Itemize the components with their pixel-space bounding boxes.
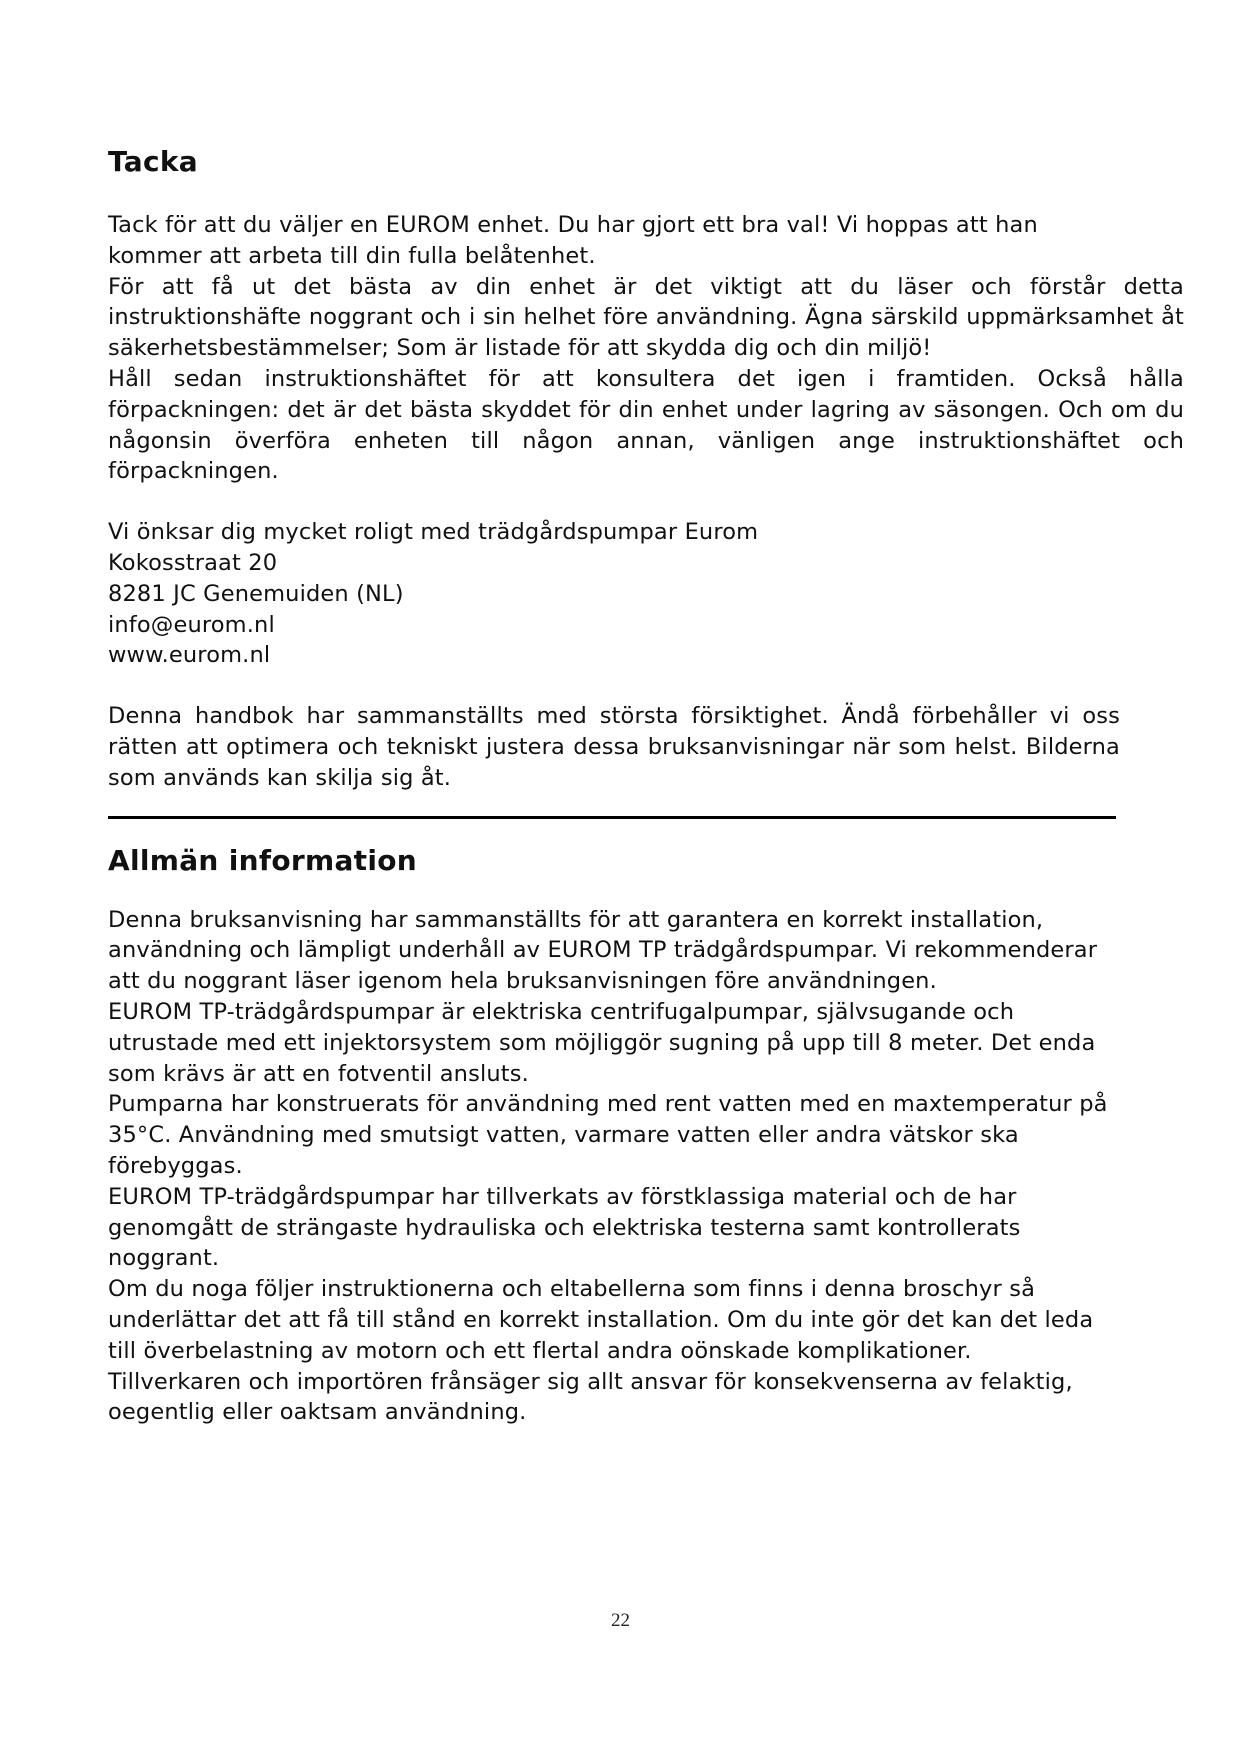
spacer — [108, 487, 1188, 517]
section-heading-thanks: Tacka — [108, 145, 198, 178]
contact-website: www.eurom.nl — [108, 642, 271, 669]
thanks-paragraph-1: Tack för att du väljer en EUROM enhet. Du har gjort ett bra val! Vi hoppas att han kommer att arbeta till din fulla belåtenhet. — [108, 212, 1038, 269]
general-paragraph-3: Pumparna har konstruerats för användning med rent vatten med en maxtemperatur på 35°C. Användning med smutsigt vatten, varmare vatten eller andra vätskor ska förebyggas. — [108, 1091, 1108, 1179]
general-paragraph-5: Om du noga följer instruktionerna och eltabellerna som finns i denna broschyr så underlättar det att få till stånd en korrekt installation. Om du inte gör det kan det leda till överbelastning av motorn och ett flertal andra oönskade komplikationer. — [108, 1276, 1094, 1364]
section-divider — [108, 816, 1116, 819]
address-city: 8281 JC Genemuiden (NL) — [108, 580, 404, 607]
spacer — [108, 671, 1188, 701]
contact-block — [108, 517, 1188, 671]
address-street: Kokosstraat 20 — [108, 549, 278, 576]
general-paragraph-4: EUROM TP-trädgårdspumpar har tillverkats av förstklassiga material och de har genomgått de strängaste hydrauliska och elektriska testerna samt kontrollerats noggrant. — [108, 1183, 1021, 1272]
page-number: 22 — [611, 1610, 630, 1631]
general-paragraph-2: EUROM TP-trädgårdspumpar är elektriska centrifugalpumpar, självsugande och utrustade med ett injektorsystem som möjliggör sugning på upp till 8 meter. Det enda som krävs är att en fotventil ansluts. — [108, 998, 1096, 1087]
general-paragraph-1: Denna bruksanvisning har sammanställts för att garantera en korrekt installation, användning och lämpligt underhåll av EUROM TP trädgårdspumpar. Vi rekommenderar att du noggrant läser igenom hela bruksanvisningen före användningen. — [108, 906, 1098, 995]
disclaimer-paragraph: Denna handbok har sammanställts med största försiktighet. Ändå förbehåller vi oss rätten att optimera och tekniskt justera dessa bruksanvisningar när som helst. Bilderna som används kan skilja sig åt. — [108, 703, 1120, 791]
closing-line: Vi önksar dig mycket roligt med trädgårdspumpar Eurom — [108, 519, 759, 546]
contact-email: info@eurom.nl — [108, 611, 275, 638]
thanks-paragraph-3: Håll sedan instruktionshäftet för att konsultera det igen i framtiden. Också hålla förpackningen: det är det bästa skyddet för din enhet under lagring av säsongen. Och om du någonsin överföra enheten till någon annan, vänligen ange instruktionshäftet och förpackningen. — [108, 365, 1184, 485]
section-heading-general-information: Allmän information — [108, 843, 417, 877]
general-paragraph-6: Tillverkaren och importören frånsäger sig allt ansvar för konsekvenserna av felaktig, oegentlig eller oaktsam användning. — [108, 1368, 1073, 1426]
document-page — [108, 140, 1188, 1428]
thanks-paragraph-2: För att få ut det bästa av din enhet är det viktigt att du läser och förstår detta instruktionshäfte noggrant och i sin helhet före användning. Ägna särskild uppmärksamhet åt säkerhetsbestämmelser; Som är listade för att skydda dig och din miljö! — [108, 273, 1184, 362]
